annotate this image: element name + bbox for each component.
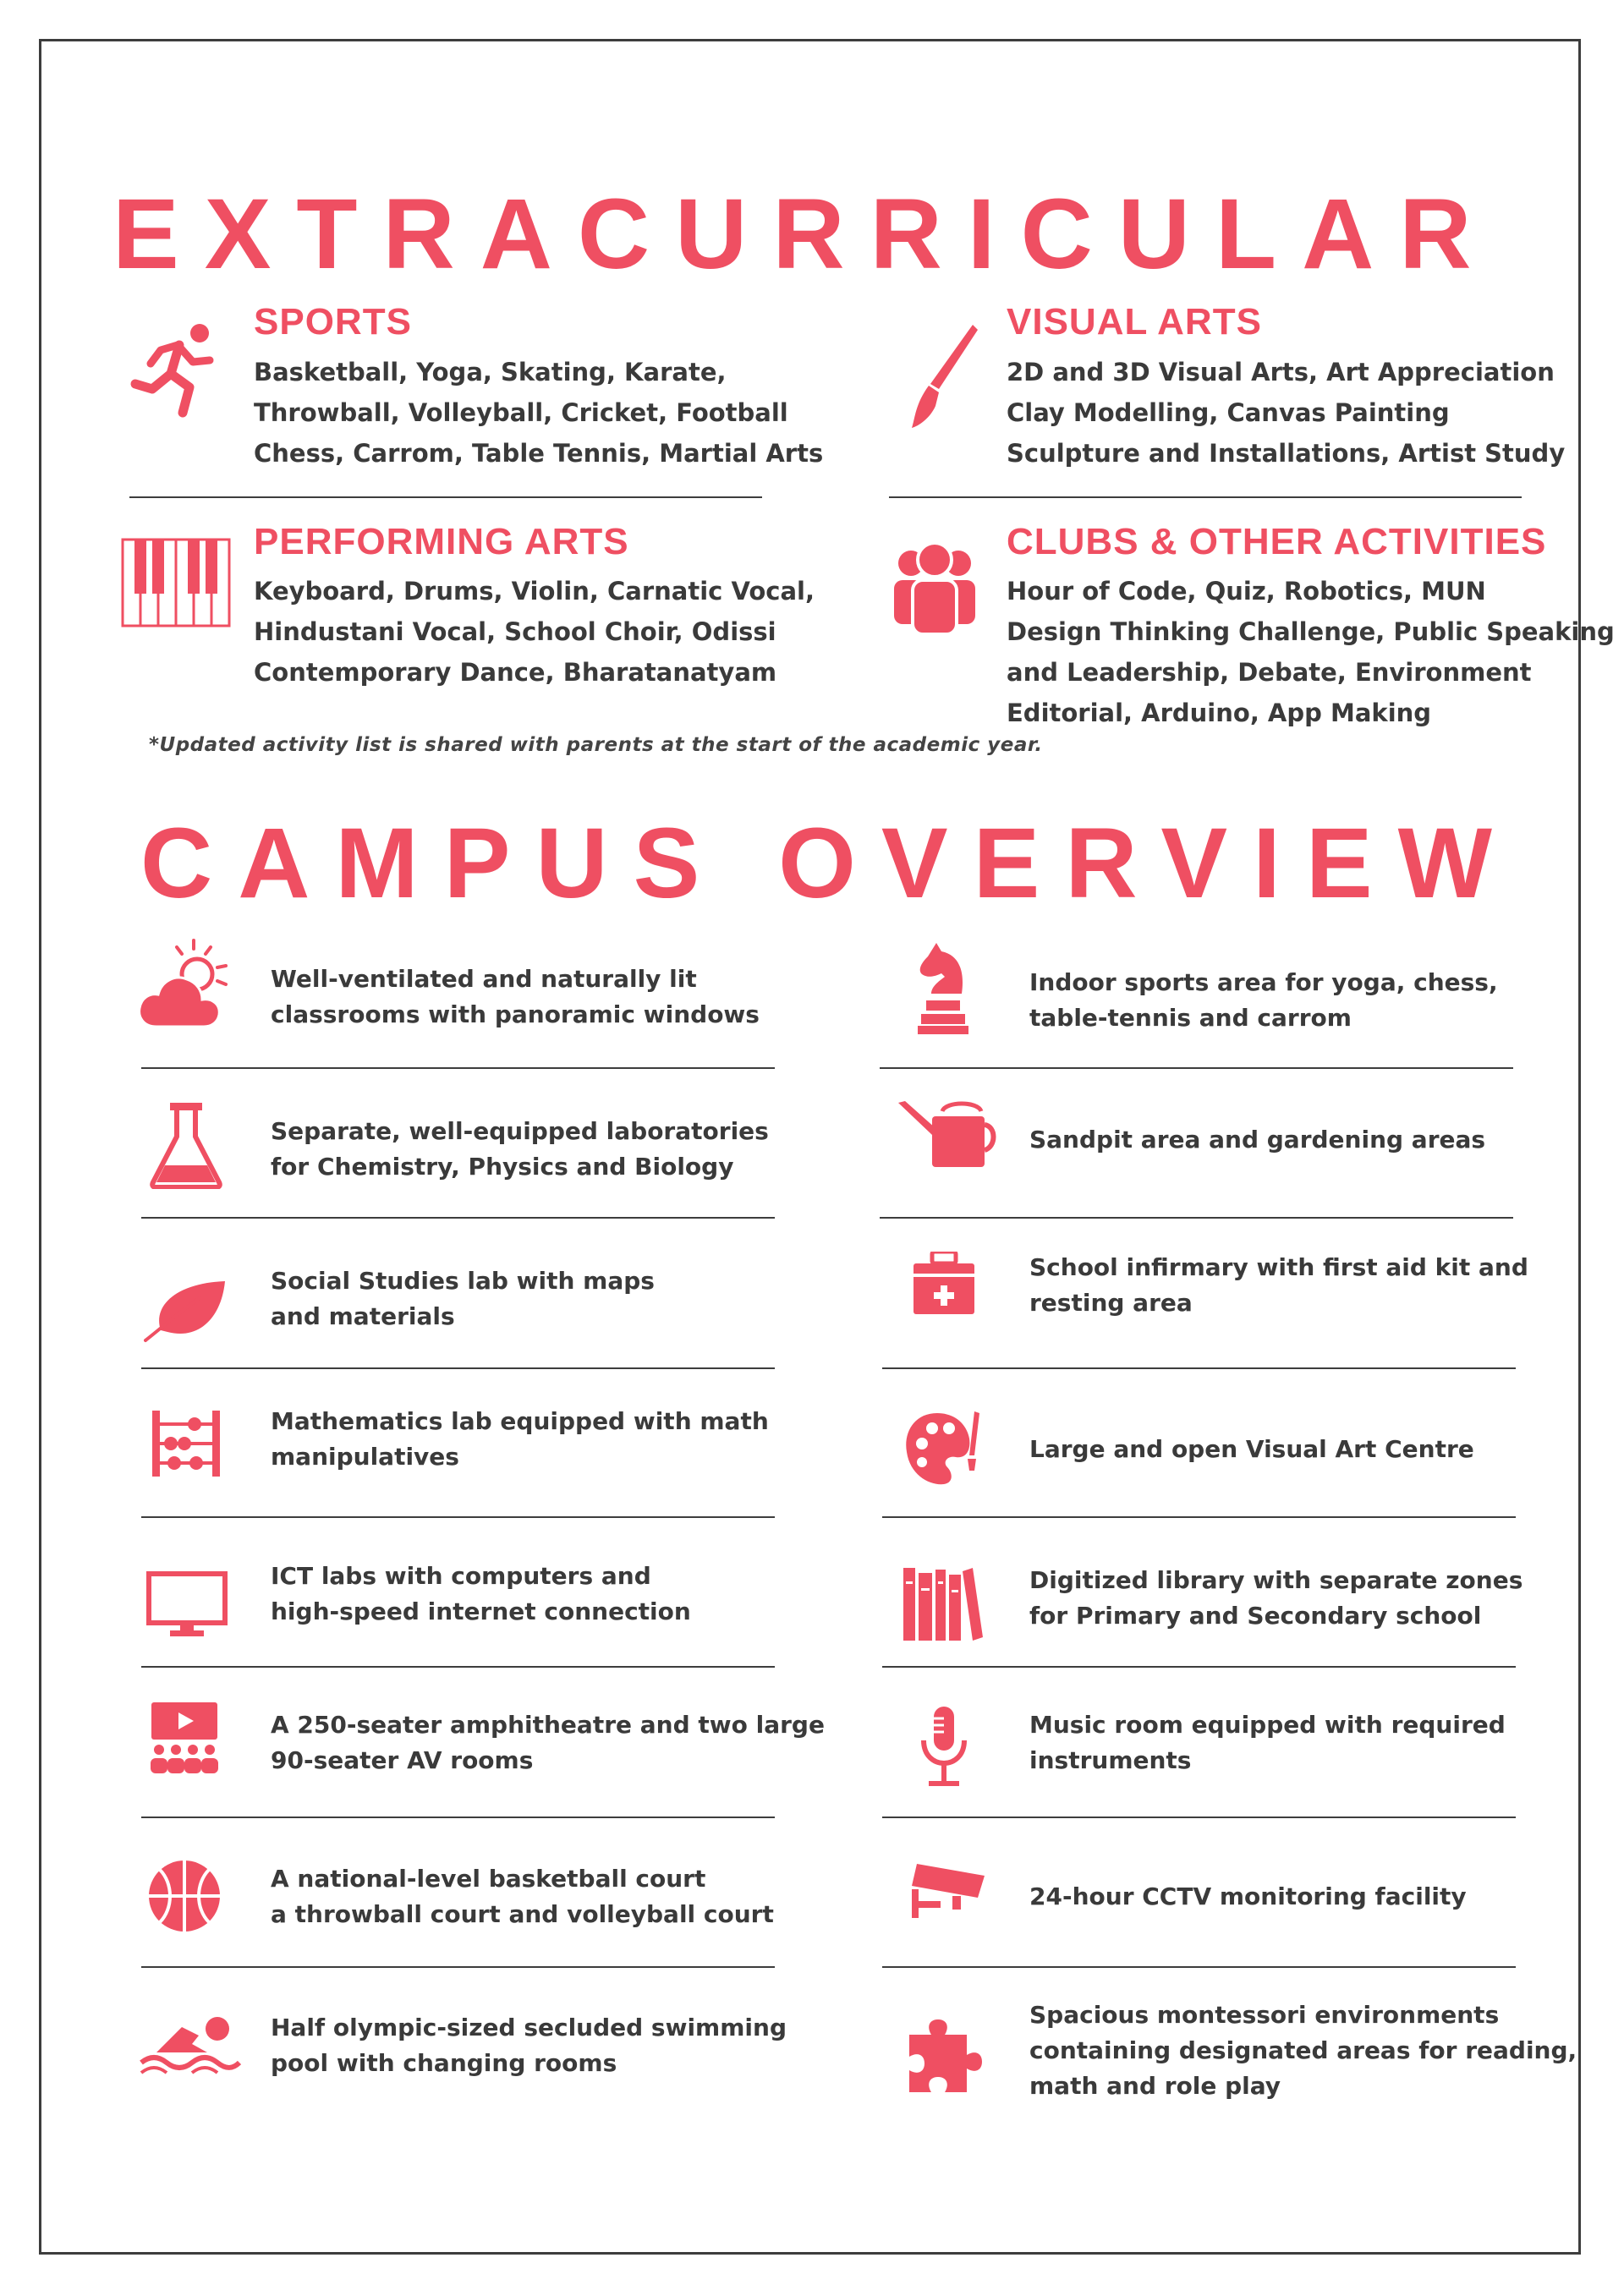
sports-heading: SPORTS <box>254 301 412 342</box>
divider <box>141 1067 775 1069</box>
puzzle-piece-icon <box>908 2018 984 2094</box>
palette-icon <box>903 1410 985 1488</box>
swimmer-icon <box>140 2015 241 2074</box>
divider <box>880 1067 1513 1069</box>
sports-line: Throwball, Volleyball, Cricket, Football <box>254 398 788 427</box>
divider <box>129 496 762 498</box>
feature-line: ICT labs with computers and <box>271 1562 651 1590</box>
feature-line: Digitized library with separate zones <box>1029 1566 1523 1594</box>
basketball-icon <box>148 1860 221 1932</box>
microphone-icon <box>919 1707 969 1788</box>
feature-line: Indoor sports area for yoga, chess, <box>1029 968 1498 996</box>
feature-line: Well-ventilated and naturally lit <box>271 965 697 993</box>
feature-line: Music room equipped with required <box>1029 1711 1506 1739</box>
abacus-icon <box>152 1411 220 1477</box>
feature-line: 90-seater AV rooms <box>271 1746 534 1774</box>
clubs-line: and Leadership, Debate, Environment <box>1007 658 1532 687</box>
feature-line: and materials <box>271 1302 455 1330</box>
divider <box>141 1516 775 1518</box>
flask-icon <box>148 1101 224 1189</box>
feature-line: 24-hour CCTV monitoring facility <box>1029 1882 1467 1910</box>
extracurricular-title: EXTRACURRICULAR <box>112 178 1497 290</box>
clubs-line: Editorial, Arduino, App Making <box>1007 699 1432 727</box>
feature-line: Spacious montessori environments <box>1029 2001 1500 2029</box>
divider <box>880 1217 1513 1219</box>
visual-arts-heading: VISUAL ARTS <box>1007 301 1262 342</box>
divider <box>141 1666 775 1668</box>
performing-arts-line: Keyboard, Drums, Violin, Carnatic Vocal, <box>254 577 815 606</box>
sports-line: Basketball, Yoga, Skating, Karate, <box>254 358 727 386</box>
audience-icon <box>148 1702 221 1775</box>
paintbrush-icon <box>905 321 981 431</box>
feature-line: math and role play <box>1029 2072 1281 2100</box>
visual-arts-line: 2D and 3D Visual Arts, Art Appreciation <box>1007 358 1555 386</box>
feature-line: Half olympic-sized secluded swimming <box>271 2014 787 2041</box>
visual-arts-line: Clay Modelling, Canvas Painting <box>1007 398 1450 427</box>
feature-line: School infirmary with first aid kit and <box>1029 1253 1528 1281</box>
performing-arts-line: Hindustani Vocal, School Choir, Odissi <box>254 617 776 646</box>
campus-overview-title: CAMPUS OVERVIEW <box>140 808 1517 919</box>
sports-line: Chess, Carrom, Table Tennis, Martial Arts <box>254 439 824 468</box>
chess-knight-icon <box>916 941 968 1034</box>
feature-line: manipulatives <box>271 1443 459 1471</box>
divider <box>882 1367 1516 1369</box>
feature-line: Separate, well-equipped laboratories <box>271 1117 769 1145</box>
watering-can-icon <box>897 1099 996 1169</box>
divider <box>141 1817 775 1818</box>
feature-line: pool with changing rooms <box>271 2049 617 2077</box>
divider <box>882 1817 1516 1818</box>
books-icon <box>903 1564 983 1641</box>
sun-cloud-icon <box>138 937 235 1030</box>
leaf-icon <box>144 1280 228 1343</box>
feature-line: a throwball court and volleyball court <box>271 1900 774 1928</box>
feature-line: resting area <box>1029 1289 1193 1317</box>
clubs-line: Design Thinking Challenge, Public Speaking <box>1007 617 1615 646</box>
feature-line: A national-level basketball court <box>271 1865 706 1893</box>
monitor-icon <box>146 1571 228 1639</box>
feature-line: A 250-seater amphitheatre and two large <box>271 1711 825 1739</box>
divider <box>141 1367 775 1369</box>
feature-line: Social Studies lab with maps <box>271 1267 655 1295</box>
piano-keys-icon <box>121 538 231 627</box>
feature-line: Sandpit area and gardening areas <box>1029 1126 1486 1153</box>
activity-note: *Updated activity list is shared with parents at the start of the academic year. <box>149 734 1043 756</box>
first-aid-kit-icon <box>914 1252 974 1314</box>
group-icon <box>892 541 977 636</box>
visual-arts-line: Sculpture and Installations, Artist Study <box>1007 439 1566 468</box>
divider <box>882 1666 1516 1668</box>
divider <box>141 1966 775 1968</box>
divider <box>141 1217 775 1219</box>
feature-line: instruments <box>1029 1746 1192 1774</box>
divider <box>882 1516 1516 1518</box>
clubs-line: Hour of Code, Quiz, Robotics, MUN <box>1007 577 1486 606</box>
performing-arts-line: Contemporary Dance, Bharatanatyam <box>254 658 777 687</box>
feature-line: Large and open Visual Art Centre <box>1029 1435 1474 1463</box>
performing-arts-heading: PERFORMING ARTS <box>254 521 629 562</box>
cctv-camera-icon <box>903 1860 988 1920</box>
feature-line: for Primary and Secondary school <box>1029 1602 1482 1630</box>
runner-icon <box>127 321 228 423</box>
feature-line: for Chemistry, Physics and Biology <box>271 1153 734 1181</box>
feature-line: high-speed internet connection <box>271 1597 691 1625</box>
feature-line: classrooms with panoramic windows <box>271 1000 760 1028</box>
feature-line: containing designated areas for reading, <box>1029 2036 1577 2064</box>
divider <box>882 1966 1516 1968</box>
divider <box>889 496 1522 498</box>
feature-line: Mathematics lab equipped with math <box>271 1407 769 1435</box>
clubs-heading: CLUBS & OTHER ACTIVITIES <box>1007 521 1547 562</box>
feature-line: table-tennis and carrom <box>1029 1004 1352 1032</box>
